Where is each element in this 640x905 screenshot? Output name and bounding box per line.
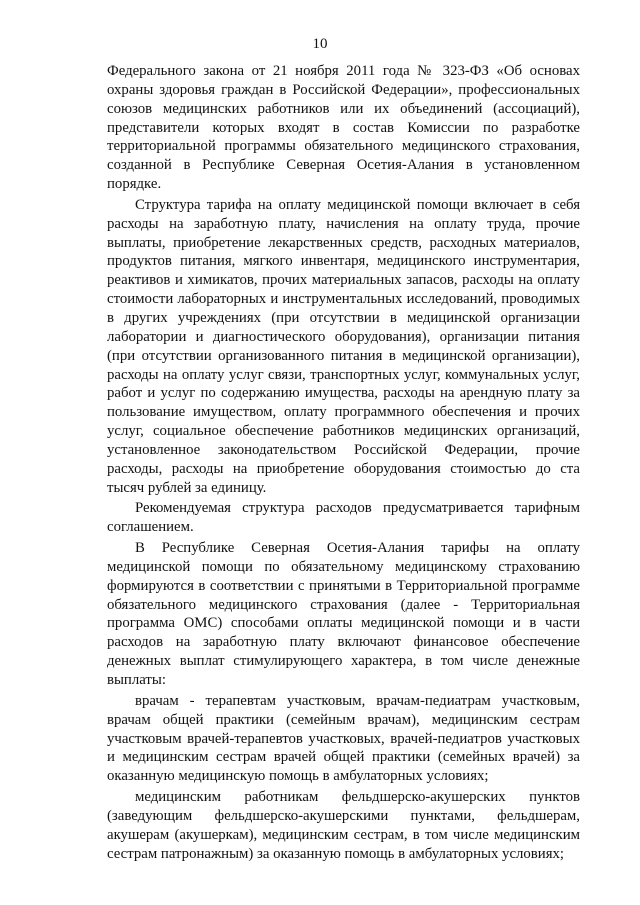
paragraph-oms-tariffs: В Республике Северная Осетия-Алания тарифы на оплату медицинской помощи по обязательному медицинскому страхованию формируются в соответствии с принятыми в Территориальной программе обязательного медицинского страхования (далее - Территориальная программа ОМС) способами оплаты медицинской помощи и в части расходов на заработную плату включают финансовое обеспечение денежных выплат стимулирующего характера, в том числе денежные выплаты: [107, 540, 580, 688]
paragraph-list-item-fap-workers: медицинским работникам фельдшерско-акушерских пунктов (заведующим фельдшерско-акушерскими пунктами, фельдшерам, акушерам (акушеркам), медицинским сестрам, в том числе медицинским сестрам патронажным) за оказанную помощь в амбулаторных условиях; [107, 789, 580, 862]
paragraph-list-item-physicians: врачам - терапевтам участковым, врачам-педиатрам участковым, врачам общей практики (семейным врачам), медицинским сестрам участковым врачей-терапевтов участковых, врачей-педиатров участковых и медицинским сестрам врачей общей практики (семейных врачей) за оказанную медицинскую помощь в амбулаторных условиях; [107, 692, 580, 785]
paragraph-continuation: Федерального закона от 21 ноября 2011 года № 323-ФЗ «Об основах охраны здоровья граждан в Российской Федерации», профессиональных союзов медицинских работников или их объединений (ассоциаций), представители которых входят в состав Комиссии по разработке территориальной программы обязательного медицинского страхования, созданной в Республике Северная Осетия-Алания в установленном порядке. [107, 63, 580, 193]
page-number: 10 [312, 36, 328, 52]
document-body [107, 62, 580, 865]
paragraph-recommended-structure: Рекомендуемая структура расходов предусматривается тарифным соглашением. [107, 500, 580, 536]
paragraph-tariff-structure: Структура тарифа на оплату медицинской помощи включает в себя расходы на заработную плату, начисления на оплату труда, прочие выплаты, приобретение лекарственных средств, расходных материалов, продуктов питания, мягкого инвентаря, медицинского инструментария, реактивов и химикатов, прочих материальных запасов, расходы на оплату стоимости лабораторных и инструментальных исследований, проводимых в других учреждениях (при отсутствии в медицинской организации лаборатории и диагностического оборудования), организации питания (при отсутствии организованного питания в медицинской организации), расходы на оплату услуг связи, транспортных услуг, коммунальных услуг, работ и услуг по содержанию имущества, расходы на арендную плату за пользование имуществом, оплату программного обеспечения и прочих услуг, социальное обеспечение работников медицинских организаций, установленное законодательством Российской Федерации, прочие расходы, расходы на приобретение оборудования стоимостью до ста тысяч рублей за единицу. [107, 196, 580, 496]
